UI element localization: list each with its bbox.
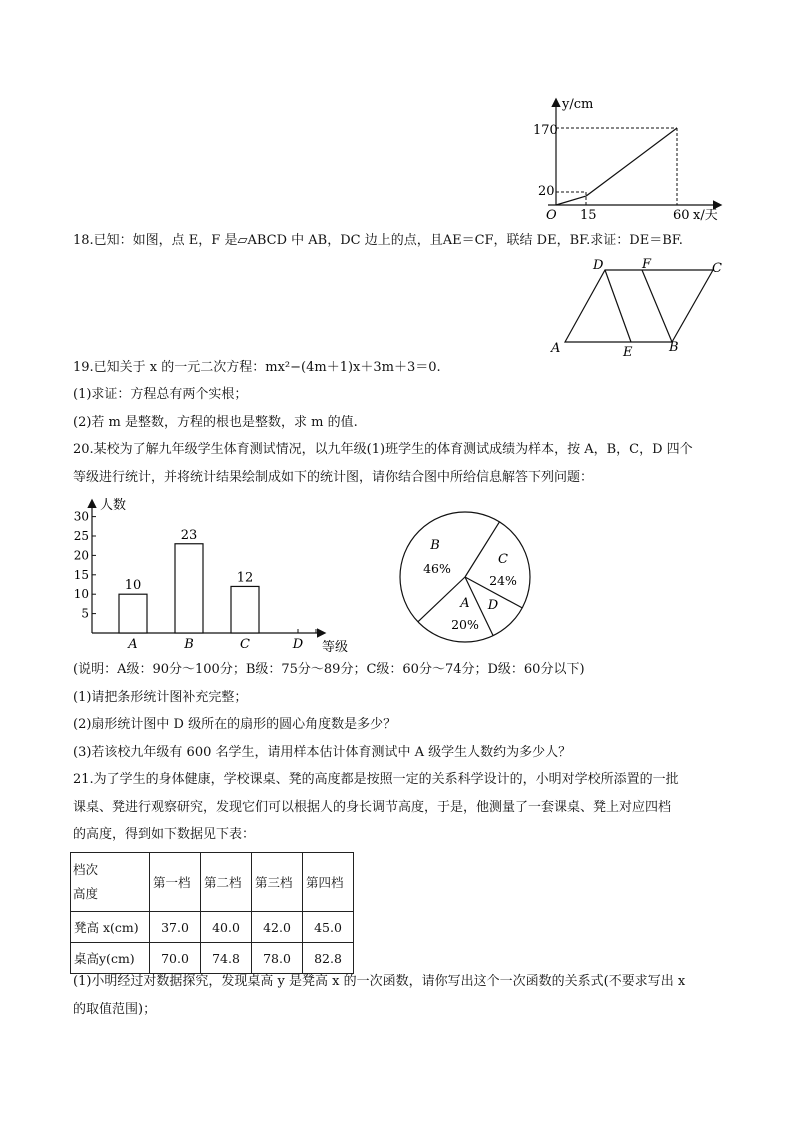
pie-slice-label: A bbox=[460, 596, 470, 611]
x-tick-15: 15 bbox=[580, 208, 597, 223]
table-corner-bottom: 高度 bbox=[73, 886, 99, 901]
q20-part1: (1)请把条形统计图补充完整； bbox=[73, 690, 248, 705]
bar-y-tick-label: 15 bbox=[73, 567, 89, 582]
q21-line3: 的高度，得到如下数据见下表： bbox=[73, 827, 256, 842]
point-d-label: D bbox=[593, 258, 604, 273]
y-tick-170: 170 bbox=[533, 123, 558, 138]
table-header: 第二档 bbox=[201, 853, 252, 912]
table-header: 第一档 bbox=[150, 853, 201, 912]
q21-line1: 21.为了学生的身体健康，学校课桌、凳的高度都是按照一定的关系科学设计的，小明对学校所添置的一批 bbox=[73, 772, 679, 787]
x-tick-60: 60 bbox=[673, 208, 690, 223]
pie-slice-label: B bbox=[430, 538, 440, 553]
bar bbox=[119, 594, 147, 633]
table-cell: 70.0 bbox=[150, 943, 201, 974]
table-row bbox=[71, 943, 354, 974]
point-a-label: A bbox=[551, 341, 561, 356]
point-f-label: F bbox=[642, 257, 652, 272]
table-header: 第四档 bbox=[303, 853, 354, 912]
table-row bbox=[71, 912, 354, 943]
bar-x-axis-label: 等级 bbox=[322, 640, 349, 655]
q21-line2: 课桌、凳进行观察研究，发现它们可以根据人的身长调节高度，于是，他测量了一套课桌、凳上对应四档 bbox=[73, 800, 672, 815]
bar-category-label: B bbox=[184, 637, 194, 652]
bar bbox=[175, 544, 203, 633]
bar-y-tick-label: 10 bbox=[73, 587, 89, 602]
q21-part1-line1: (1)小明经过对数据探究，发现桌高 y 是凳高 x 的一次函数，请你写出这个一次函数的关系式(不要求写出 x bbox=[73, 974, 686, 989]
bar-y-tick-label: 5 bbox=[81, 606, 89, 621]
point-b-label: B bbox=[669, 340, 679, 355]
table-corner-cell bbox=[71, 853, 150, 912]
x-axis-label: x/天 bbox=[693, 208, 718, 223]
point-e-label: E bbox=[623, 345, 633, 360]
pie-slice-label: C bbox=[498, 552, 508, 567]
segment-bf bbox=[642, 270, 672, 342]
y-tick-20: 20 bbox=[538, 184, 555, 199]
table-row-label: 桌高y(cm) bbox=[71, 943, 150, 974]
q20-note: (说明：A级：90分～100分；B级：75分～89分；C级：60分～74分；D级：60分以下) bbox=[73, 662, 585, 677]
table-cell: 78.0 bbox=[252, 943, 303, 974]
pie-slice-percent: 46% bbox=[423, 561, 451, 576]
pie-slice-percent: 20% bbox=[451, 617, 479, 632]
bar-category-label: D bbox=[292, 637, 304, 652]
y-axis-label: y/cm bbox=[562, 97, 594, 112]
parallelogram-abcd bbox=[565, 270, 713, 342]
parallelogram-figure bbox=[545, 255, 730, 360]
bar bbox=[231, 586, 259, 633]
bar-chart bbox=[72, 493, 362, 658]
bar-y-axis-label: 人数 bbox=[100, 498, 127, 513]
bar-data-label: 12 bbox=[236, 570, 254, 586]
q19-part1: (1)求证：方程总有两个实根； bbox=[73, 387, 248, 402]
table-row-label: 凳高 x(cm) bbox=[71, 912, 150, 943]
bar-category-label: C bbox=[240, 637, 250, 652]
q21-part1-line2: 的取值范围)； bbox=[73, 1002, 157, 1017]
origin-label: O bbox=[546, 208, 557, 223]
bar-y-tick-label: 20 bbox=[73, 548, 89, 563]
table-cell: 74.8 bbox=[201, 943, 252, 974]
table-header: 第三档 bbox=[252, 853, 303, 912]
pie-slice-label: D bbox=[487, 598, 499, 613]
table-cell: 82.8 bbox=[303, 943, 354, 974]
bar-data-label: 23 bbox=[180, 527, 198, 543]
q19-part2: (2)若 m 是整数，方程的根也是整数，求 m 的值. bbox=[73, 415, 358, 430]
point-c-label: C bbox=[712, 261, 722, 276]
desk-stool-table bbox=[70, 852, 354, 974]
q20-part2: (2)扇形统计图中 D 级所在的扇形的圆心角度数是多少？ bbox=[73, 717, 397, 732]
q18-text: 18.已知：如图，点 E，F 是▱ABCD 中 AB，DC 边上的点，且AE＝CF，联结 DE，BF.求证：DE＝BF. bbox=[73, 233, 683, 248]
pie-chart bbox=[395, 505, 540, 650]
bar-data-label: 10 bbox=[124, 578, 142, 594]
q19-stem: 19.已知关于 x 的一元二次方程：mx²−(4m＋1)x＋3m＋3＝0. bbox=[73, 360, 441, 375]
distance-time-graph bbox=[530, 95, 730, 225]
segment-de bbox=[605, 270, 631, 342]
q20-part3: (3)若该校九年级有 600 名学生，请用样本估计体育测试中 A 级学生人数约为多少人？ bbox=[73, 745, 572, 760]
table-cell: 45.0 bbox=[303, 912, 354, 943]
table-corner-top: 档次 bbox=[73, 862, 99, 877]
pie-slice-percent: 24% bbox=[489, 573, 517, 588]
table-cell: 42.0 bbox=[252, 912, 303, 943]
table-cell: 37.0 bbox=[150, 912, 201, 943]
bar-y-tick-label: 25 bbox=[73, 529, 89, 543]
q20-line1: 20.某校为了解九年级学生体育测试情况，以九年级(1)班学生的体育测试成绩为样本，按 A，B，C，D 四个 bbox=[73, 442, 693, 457]
bar-y-tick-label: 30 bbox=[73, 509, 89, 524]
bar-category-label: A bbox=[128, 637, 138, 652]
graph-line bbox=[556, 128, 677, 205]
table-cell: 40.0 bbox=[201, 912, 252, 943]
q20-line2: 等级进行统计，并将统计结果绘制成如下的统计图，请你结合图中所给信息解答下列问题： bbox=[73, 470, 594, 485]
